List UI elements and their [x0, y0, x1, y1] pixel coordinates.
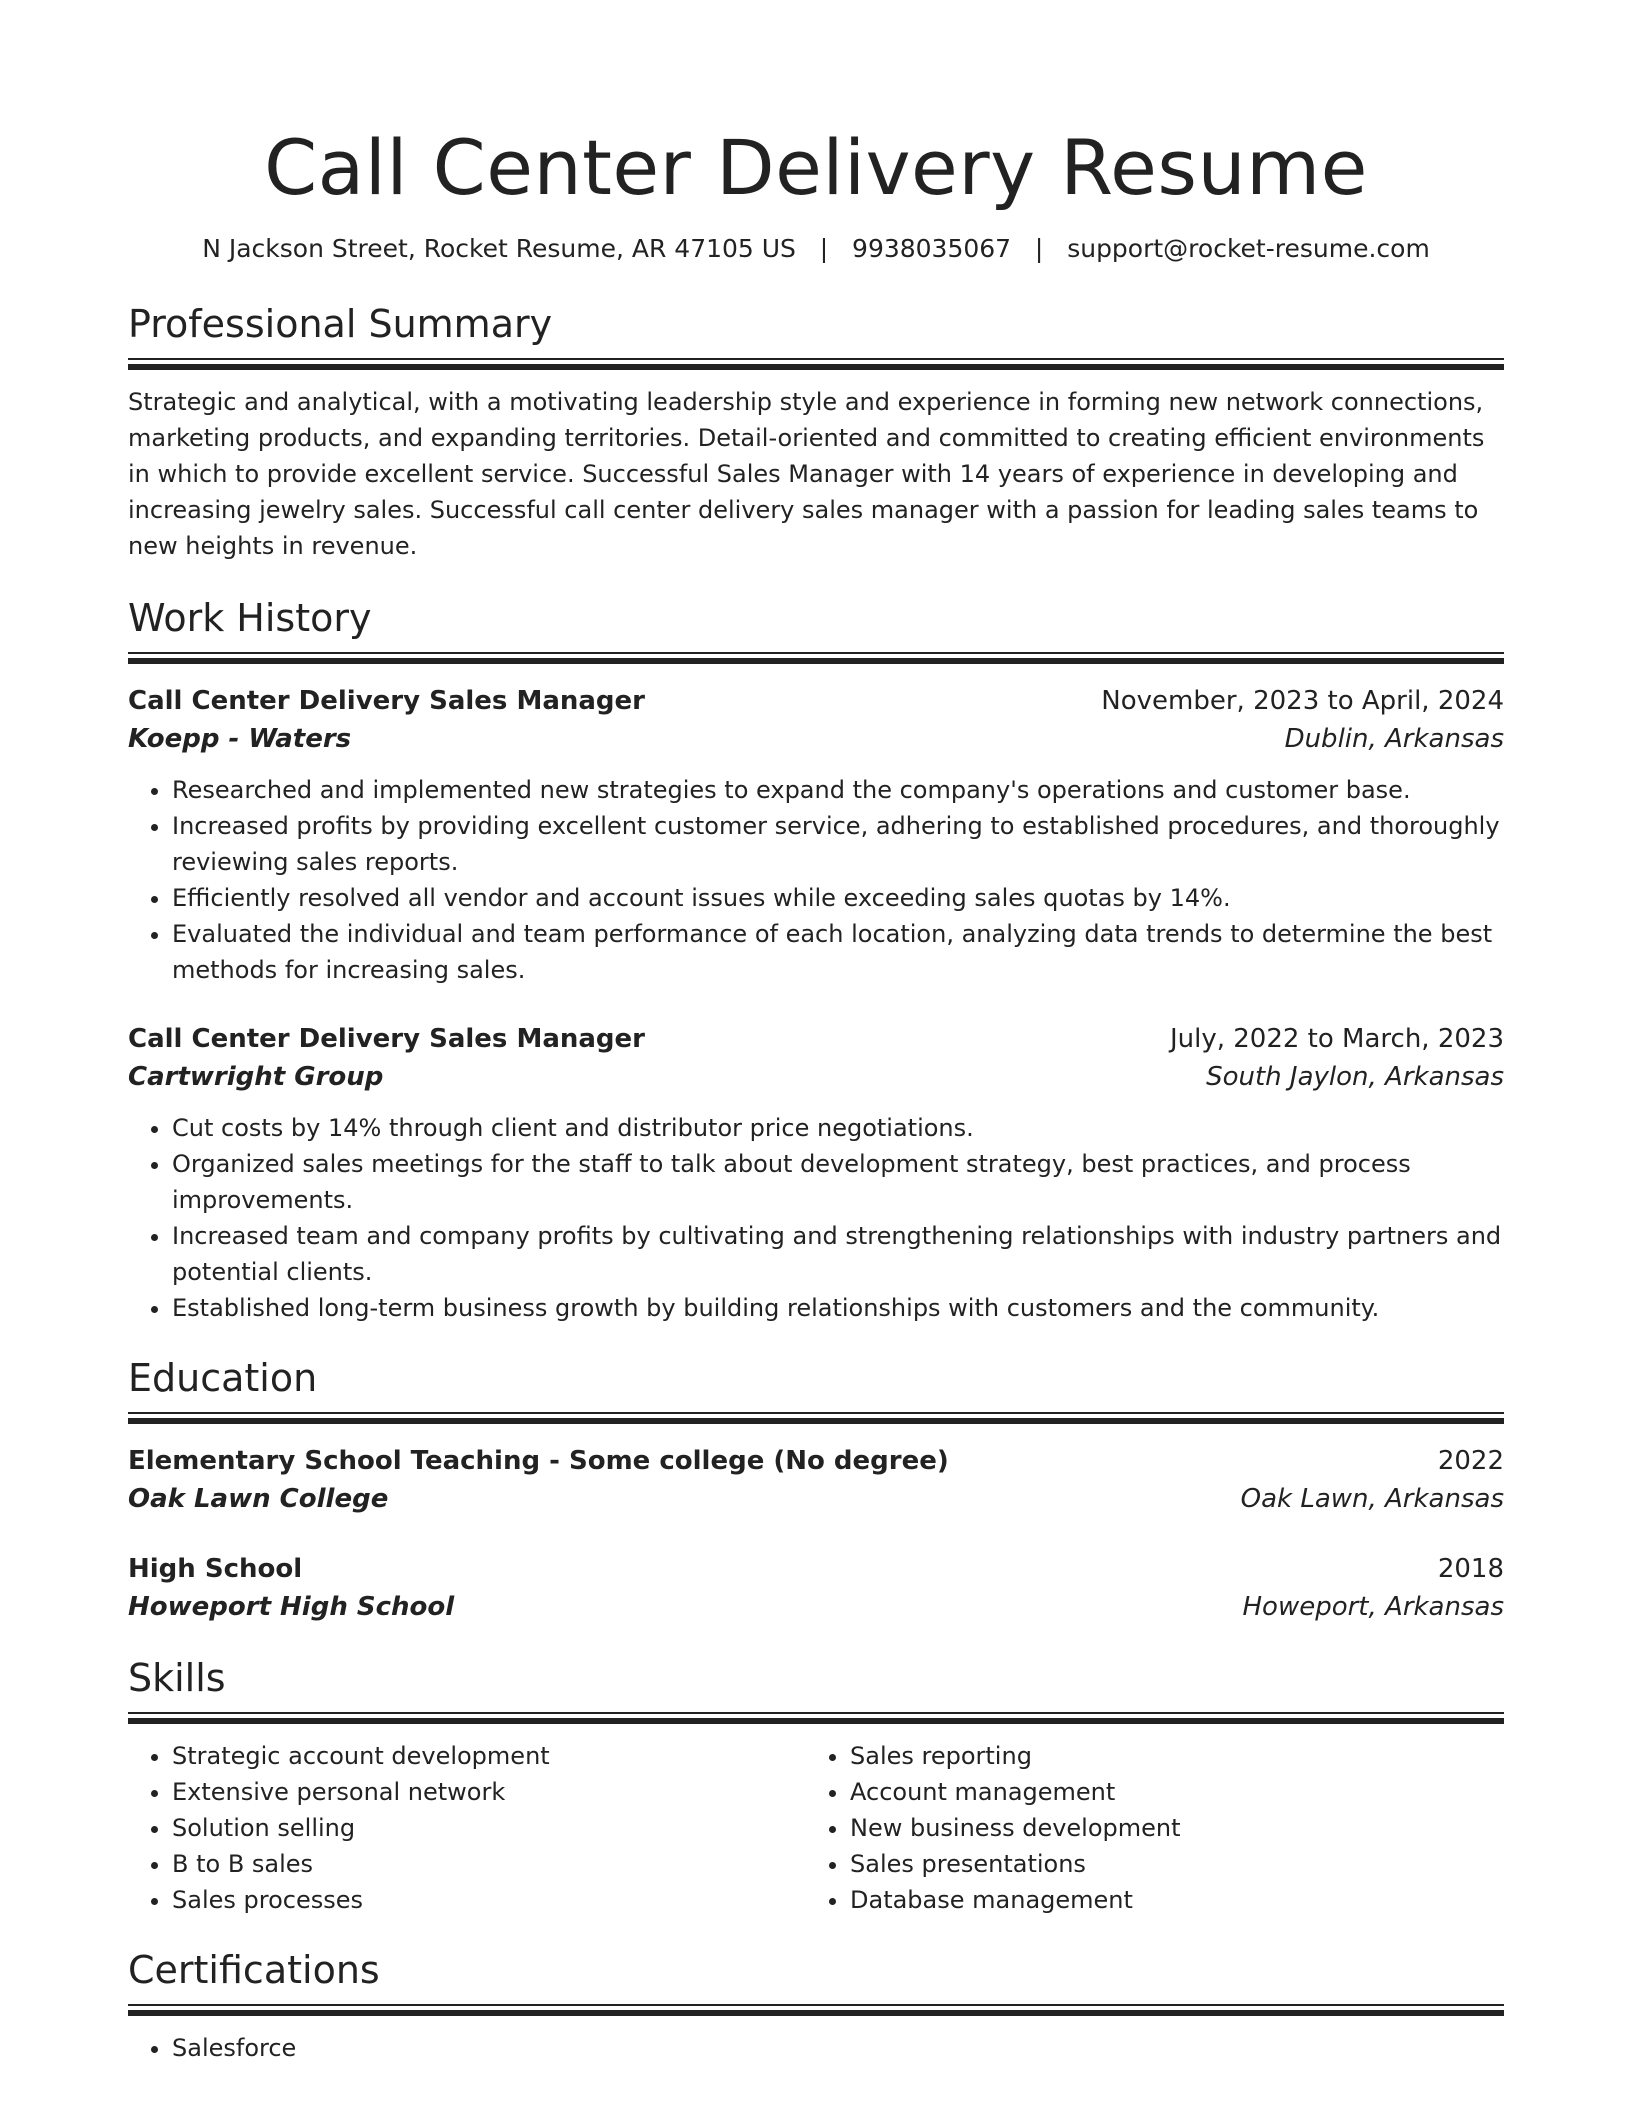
summary-text: Strategic and analytical, with a motivating leadership style and experience in forming new network connections, marketing products, and expanding territories. Detail-oriented and committed to creating efficient environments in which to provide excellent service. Successful Sales Manager with 14 years of experience in developing and increasing jewelry sales. Successful call center delivery sales manager with a passion for leading sales teams to new heights in revenue. [128, 388, 1485, 560]
education-section [128, 1354, 1504, 1626]
skills-section [128, 1654, 1504, 1918]
section-title-certifications: Certifications [128, 1948, 380, 1992]
education-year: 2018 [1437, 1554, 1504, 1584]
job-company: Koepp - Waters [128, 724, 352, 754]
list-item: • Database management [850, 1882, 1484, 1918]
summary-section [128, 300, 1504, 564]
section-divider [128, 358, 1504, 370]
section-divider [128, 1712, 1504, 1724]
school-location: Howeport, Arkansas [1242, 1592, 1504, 1622]
section-divider [128, 652, 1504, 664]
job-bullets [128, 772, 1504, 988]
section-title-education: Education [128, 1356, 318, 1400]
contact-line: N Jackson Street, Rocket Resume, AR 47105 US | 9938035067 | support@rocket-resume.com [202, 234, 1430, 263]
list-item: • Increased team and company profits by cultivating and strengthening relationships with industry partners and potential clients. [172, 1218, 1504, 1290]
section-divider [128, 1412, 1504, 1424]
certifications-section [128, 1946, 1504, 2066]
work-section [128, 594, 1504, 1326]
list-item: • Efficiently resolved all vendor and account issues while exceeding sales quotas by 14%. [172, 880, 1504, 916]
job-bullets [128, 1110, 1504, 1326]
job-dates: July, 2022 to March, 2023 [1169, 1024, 1504, 1054]
education-entry [128, 1442, 1504, 1518]
job-dates: November, 2023 to April, 2024 [1101, 686, 1504, 716]
degree: Elementary School Teaching - Some college (No degree) [128, 1446, 949, 1476]
list-item: • Cut costs by 14% through client and distributor price negotiations. [172, 1110, 1504, 1146]
resume-page [128, 0, 1504, 2066]
list-item: • Sales processes [172, 1882, 806, 1918]
skills-column-left [128, 1738, 806, 1918]
job-entry [128, 682, 1504, 988]
school-name: Oak Lawn College [128, 1484, 389, 1514]
school-location: Oak Lawn, Arkansas [1240, 1484, 1504, 1514]
education-year: 2022 [1437, 1446, 1504, 1476]
list-item: • B to B sales [172, 1846, 806, 1882]
school-name: Howeport High School [128, 1592, 455, 1622]
job-title: Call Center Delivery Sales Manager [128, 686, 645, 716]
list-item: • Strategic account development [172, 1738, 806, 1774]
job-entry [128, 1020, 1504, 1326]
resume-name: Call Center Delivery Resume [264, 123, 1368, 212]
certifications-list [128, 2030, 1504, 2066]
list-item: • Account management [850, 1774, 1484, 1810]
education-entry [128, 1550, 1504, 1626]
list-item: • Extensive personal network [172, 1774, 806, 1810]
section-title-summary: Professional Summary [128, 302, 553, 346]
section-title-skills: Skills [128, 1656, 226, 1700]
list-item: • Organized sales meetings for the staff to talk about development strategy, best practices, and process improvements. [172, 1146, 1504, 1218]
list-item: • Increased profits by providing excellent customer service, adhering to established procedures, and thoroughly reviewing sales reports. [172, 808, 1504, 880]
list-item: • Researched and implemented new strategies to expand the company's operations and customer base. [172, 772, 1504, 808]
skills-grid [128, 1738, 1504, 1918]
list-item: • Sales presentations [850, 1846, 1484, 1882]
list-item: • Established long-term business growth by building relationships with customers and the community. [172, 1290, 1504, 1326]
skills-column-right [806, 1738, 1484, 1918]
list-item: • Solution selling [172, 1810, 806, 1846]
list-item: • Salesforce [172, 2030, 1504, 2066]
job-company: Cartwright Group [128, 1062, 384, 1092]
job-location: South Jaylon, Arkansas [1206, 1062, 1504, 1092]
section-title-work: Work History [128, 596, 372, 640]
list-item: • Sales reporting [850, 1738, 1484, 1774]
list-item: • Evaluated the individual and team performance of each location, analyzing data trends to determine the best methods for increasing sales. [172, 916, 1504, 988]
list-item: • New business development [850, 1810, 1484, 1846]
degree: High School [128, 1554, 303, 1584]
job-title: Call Center Delivery Sales Manager [128, 1024, 645, 1054]
job-location: Dublin, Arkansas [1284, 724, 1504, 754]
section-divider [128, 2004, 1504, 2016]
